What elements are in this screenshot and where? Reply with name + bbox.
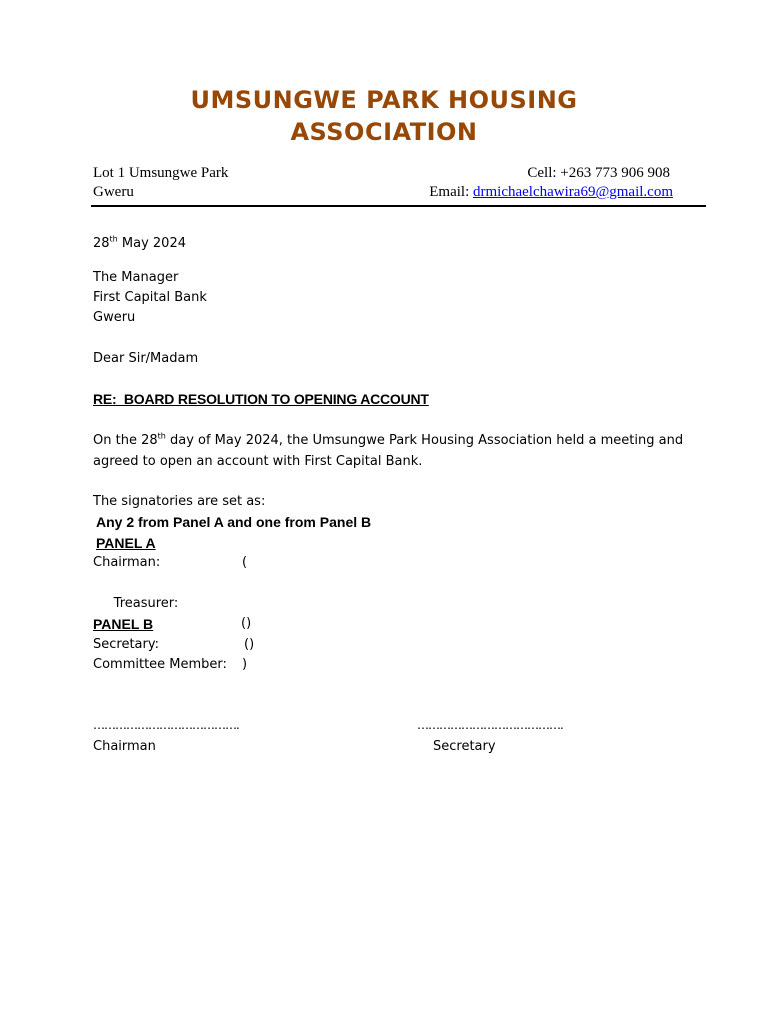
recipient-line: First Capital Bank [93,290,207,305]
organization-title [150,84,618,148]
email-label: Email: [429,184,473,200]
signature-line-left: …………………………………. [93,718,239,732]
address-block [93,164,228,202]
address-line-1: Lot 1 Umsungwe Park [93,165,229,181]
signature-label-secretary: Secretary [433,739,496,754]
panel-a-row-chairman: Chairman: ( [93,555,248,570]
body-paragraph: On the 28th day of May 2024, the Umsungwe Park Housing Association held a meeting and agreed to open an account with First Capital Bank. [93,431,684,469]
signature-line-right: …………………………………. [417,718,563,732]
title-line-2: ASSOCIATION [290,118,478,146]
email-link[interactable]: drmichaelchawira69@gmail.com [473,184,673,200]
panel-b-row-secretary: Secretary: () [93,637,255,652]
panel-b-heading: PANEL B [93,616,154,632]
recipient-block [93,268,207,328]
signatories-intro: The signatories are set as: [93,494,266,509]
contact-block [429,164,673,202]
recipient-line: Gweru [93,310,136,325]
salutation: Dear Sir/Madam [93,351,199,366]
signature-label-chairman: Chairman [93,739,156,754]
letter-date: 28th May 2024 [93,234,186,251]
cell-number: Cell: +263 773 906 908 [527,165,670,181]
signatories-rule: Any 2 from Panel A and one from Panel B [96,514,372,530]
address-line-2: Gweru [93,184,134,200]
panel-b-row-committee-member: Committee Member: ) [93,657,248,672]
panel-a-heading: PANEL A [96,535,156,551]
email-line [429,183,673,202]
header-divider [91,205,706,207]
panel-a-row-treasurer: Treasurer: () [109,596,252,631]
recipient-line: The Manager [93,270,179,285]
title-line-1: UMSUNGWE PARK HOUSING [190,86,578,114]
subject-line: RE: BOARD RESOLUTION TO OPENING ACCOUNT [93,391,429,407]
